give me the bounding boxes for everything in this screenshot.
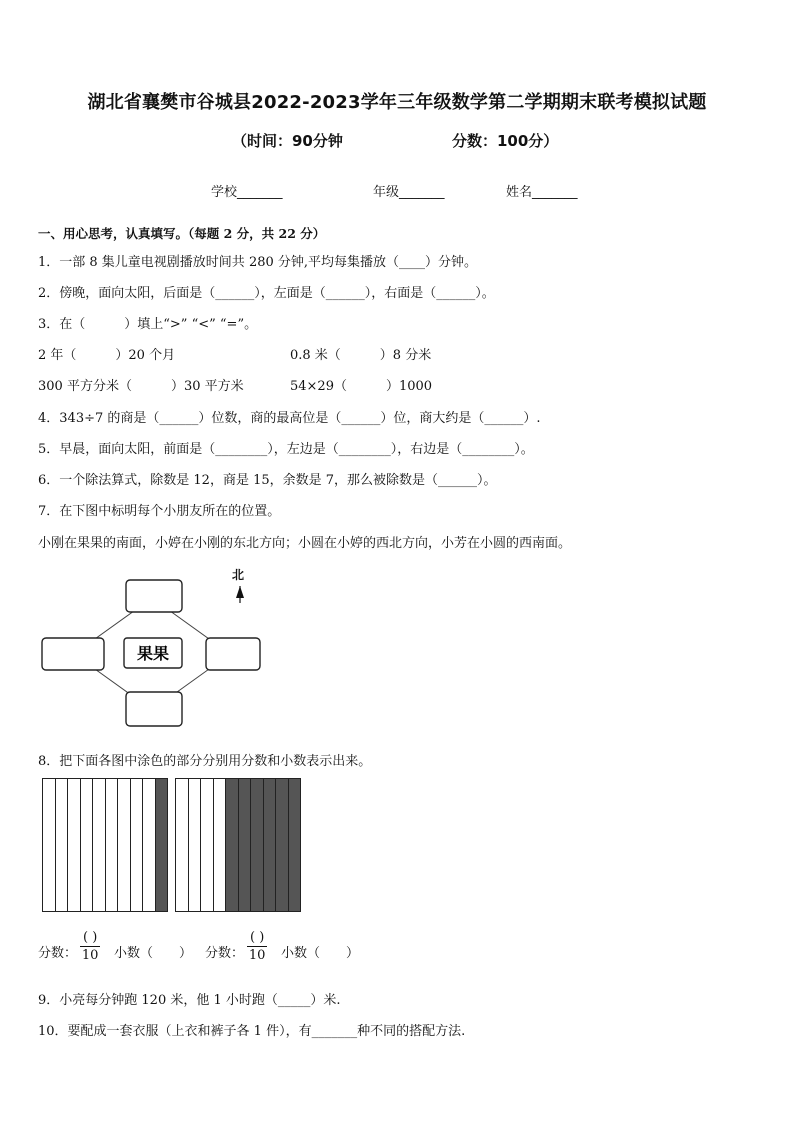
question-2: 2．傍晚，面向太阳，后面是（______），左面是（______），右面是（______）。 xyxy=(38,286,495,301)
fraction-grid-1 xyxy=(42,778,168,912)
question-9: 9．小亮每分钟跑 120 米，他 1 小时跑（_____）米. xyxy=(38,993,341,1008)
decimal-label-2[interactable]: 小数（ ） xyxy=(281,946,360,961)
unshaded-strip xyxy=(176,779,189,911)
north-label: 北 xyxy=(232,568,245,582)
question-7: 7．在下图中标明每个小朋友所在的位置。 xyxy=(38,504,281,519)
north-arrow-icon xyxy=(234,584,246,604)
unshaded-strip xyxy=(81,779,94,911)
shaded-strip xyxy=(226,779,239,911)
decimal-label-1[interactable]: 小数（ ） xyxy=(114,946,193,961)
unshaded-strip xyxy=(189,779,202,911)
unshaded-strip xyxy=(93,779,106,911)
exam-time: （时间：90分钟 xyxy=(232,132,343,150)
shaded-strip xyxy=(276,779,289,911)
shaded-strip xyxy=(264,779,277,911)
question-5: 5．早晨，面向太阳，前面是（________），左边是（________），右边是（________）。 xyxy=(38,442,534,457)
denominator: 10 xyxy=(248,948,266,963)
page-title: 湖北省襄樊市谷城县2022-2023学年三年级数学第二学期期末联考模拟试题 xyxy=(87,92,707,113)
section-heading: 一、用心思考，认真填写。（每题 2 分，共 22 分） xyxy=(38,226,326,241)
box-top xyxy=(126,580,182,612)
fraction-grid-2 xyxy=(175,778,301,912)
fraction-label-1: 分数： xyxy=(38,946,78,961)
question-3: 3．在（ ）填上“>” “<” “=”。 xyxy=(38,317,258,332)
numerator-blank[interactable]: ( ) xyxy=(80,930,100,947)
unshaded-strip xyxy=(143,779,156,911)
question-4: 4．343÷7 的商是（______）位数，商的最高位是（______）位，商大约是（______）. xyxy=(38,411,541,426)
fraction-label-2: 分数： xyxy=(205,946,245,961)
question-1: 1．一部 8 集儿童电视剧播放时间共 280 分钟,平均每集播放（____）分钟。 xyxy=(38,255,478,270)
shaded-strip xyxy=(156,779,168,911)
question-8: 8．把下面各图中涂色的部分分别用分数和小数表示出来。 xyxy=(38,754,372,769)
unshaded-strip xyxy=(118,779,131,911)
shaded-strip xyxy=(289,779,301,911)
unshaded-strip xyxy=(68,779,81,911)
name-field[interactable]: 姓名_______ xyxy=(506,185,578,200)
question-3d: 54×29（ ）1000 xyxy=(290,379,433,394)
question-7-description: 小刚在果果的南面，小婷在小刚的东北方向；小圆在小婷的西北方向，小芳在小圆的西南面。 xyxy=(38,536,572,551)
fraction-answer-2[interactable] xyxy=(247,930,267,963)
center-label: 果果 xyxy=(136,644,170,663)
box-left xyxy=(42,638,104,670)
question-6: 6．一个除法算式，除数是 12，商是 15，余数是 7，那么被除数是（______）。 xyxy=(38,473,497,488)
unshaded-strip xyxy=(201,779,214,911)
box-bottom xyxy=(126,692,182,726)
unshaded-strip xyxy=(214,779,227,911)
question-10: 10．要配成一套衣服（上衣和裤子各 1 件），有_______种不同的搭配方法. xyxy=(38,1024,466,1039)
shaded-strip xyxy=(251,779,264,911)
unshaded-strip xyxy=(131,779,144,911)
shaded-strip xyxy=(239,779,252,911)
question-3b: 0.8 米（ ）8 分米 xyxy=(290,348,432,363)
box-right xyxy=(206,638,260,670)
question-3a: 2 年（ ）20 个月 xyxy=(38,348,176,363)
exam-score: 分数：100分） xyxy=(452,132,559,150)
question-3c: 300 平方分米（ ）30 平方米 xyxy=(38,379,244,394)
fraction-answer-1[interactable] xyxy=(80,930,100,963)
numerator-blank[interactable]: ( ) xyxy=(247,930,267,947)
denominator: 10 xyxy=(81,948,99,963)
school-field[interactable]: 学校_______ xyxy=(211,185,283,200)
unshaded-strip xyxy=(106,779,119,911)
unshaded-strip xyxy=(43,779,56,911)
unshaded-strip xyxy=(56,779,69,911)
grade-field[interactable]: 年级_______ xyxy=(373,185,445,200)
